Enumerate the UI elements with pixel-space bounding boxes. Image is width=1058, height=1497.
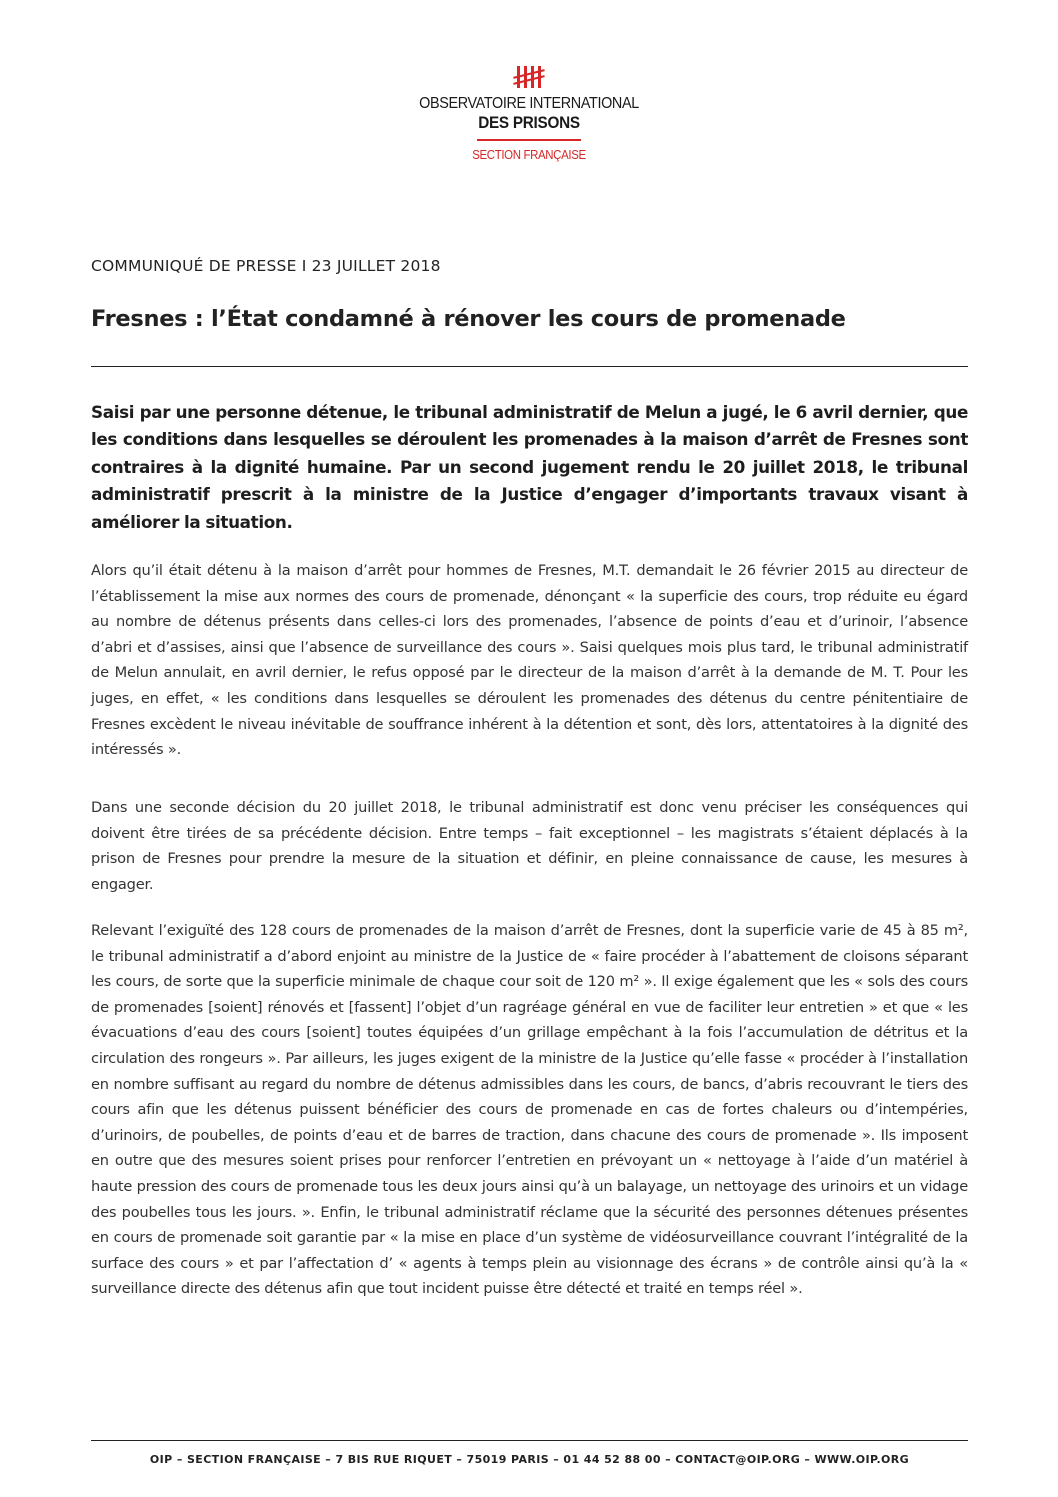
body-paragraph: Dans une seconde décision du 20 juillet 2018, le tribunal administratif est donc venu préciser les conséquences qui doivent être tirées de sa précédente décision. Entre temps – fait exceptionnel – les magistrats s’étaient déplacés à la prison de Fresnes pour prendre la mesure de la situation et définir, en pleine connaissance de cause, les mesures à engager. bbox=[91, 799, 968, 893]
footer-divider bbox=[91, 1440, 968, 1441]
lead-paragraph: Saisi par une personne détenue, le tribunal administratif de Melun a jugé, le 6 avril dernier, que les conditions dans lesquelles se déroulent les promenades à la maison d’arrêt de Fresnes sont contraires à la dignité humaine. Par un second jugement rendu le 20 juillet 2018, le tribunal administratif prescrit à la ministre de la Justice d’engager d’importants travaux visant à améliorer la situation. bbox=[91, 402, 968, 532]
logo-line-prisons: DES PRISONS bbox=[478, 113, 580, 132]
page-title: Fresnes : l’État condamné à rénover les cours de promenade bbox=[91, 306, 846, 332]
logo-line-organization: OBSERVATOIRE INTERNATIONAL bbox=[419, 95, 639, 112]
logo-line-section: SECTION FRANÇAISE bbox=[472, 147, 586, 162]
footer-contact: OIP – SECTION FRANÇAISE – 7 BIS RUE RIQUET – 75019 PARIS – 01 44 52 88 00 – CONTACT@OIP.ORG – WWW.OIP.ORG bbox=[149, 1453, 910, 1466]
logo-divider bbox=[477, 139, 581, 141]
prison-bars-icon bbox=[509, 66, 549, 90]
oip-logo bbox=[0, 66, 1058, 162]
body-paragraph: Relevant l’exiguïté des 128 cours de promenades de la maison d’arrêt de Fresnes, dont la superficie varie de 45 à 85 m², le tribunal administratif a d’abord enjoint au ministre de la Justice de « faire procéder à l’abattement de cloisons séparant les cours, de sorte que la superficie minimale de chaque cour soit de 120 m² ». Il exige également que les « sols des cours de promenades [soient] rénovés et [fassent] l’objet d’un ragréage général en vue de faciliter leur entretien » et que « les évacuations d’eau des cours [soient] toutes équipées d’un grillage empêchant à la fois l’accumulation de détritus et la circulation des rongeurs ». Par ailleurs, les juges exigent de la ministre de la Justice qu’elle fasse « procéder à l’installation en nombre suffisant au regard du nombre de détenus admissibles dans les cours, de bancs, d’abris recouvrant le tiers des cours afin que les détenus puissent bénéficier des cours de promenade en cas de fortes chaleurs ou d’intempéries, d’urinoirs, de poubelles, de points d’eau et de barres de traction, dans chacune des cours de promenade ». Ils imposent en outre que des mesures soient prises pour renforcer l’entretien en prévoyant un « nettoyage à l’aide d’un matériel à haute pression des cours de promenade tous les deux jours ainsi qu’à un balayage, un nettoyage des urinoirs et un vidage des poubelles tous les jours. ». Enfin, le tribunal administratif réclame que la sécurité des personnes détenues présentes en cours de promenade soit garantie par « la mise en place d’un système de vidéosurveillance couvrant l’intégralité de la surface des cours » et par l’affectation d’ « agents à temps plein au visionnage des écrans » de contrôle ainsi qu’à la « surveillance directe des détenus afin que tout incident puisse être détecté et traité en temps réel ». bbox=[91, 922, 968, 1298]
title-divider bbox=[91, 366, 968, 367]
body-paragraph: Alors qu’il était détenu à la maison d’arrêt pour hommes de Fresnes, M.T. demandait le 26 février 2015 au directeur de l’établissement la mise aux normes des cours de promenade, dénonçant « la superficie des cours, trop réduite eu égard au nombre de détenus présents dans celles-ci lors des promenades, l’absence de points d’eau et d’urinoir, l’absence d’abri et d’assises, ainsi que l’absence de surveillance des cours ». Saisi quelques mois plus tard, le tribunal administratif de Melun annulait, en avril dernier, le refus opposé par le directeur de la maison d’arrêt à la demande de M. T. Pour les juges, en effet, « les conditions dans lesquelles se déroulent les promenades des détenus du centre pénitentiaire de Fresnes excèdent le niveau inévitable de souffrance inhérent à la détention et sont, dès lors, attentatoires à la dignité des intéressés ». bbox=[91, 562, 968, 759]
press-release-kicker: COMMUNIQUÉ DE PRESSE I 23 JUILLET 2018 bbox=[91, 257, 441, 275]
